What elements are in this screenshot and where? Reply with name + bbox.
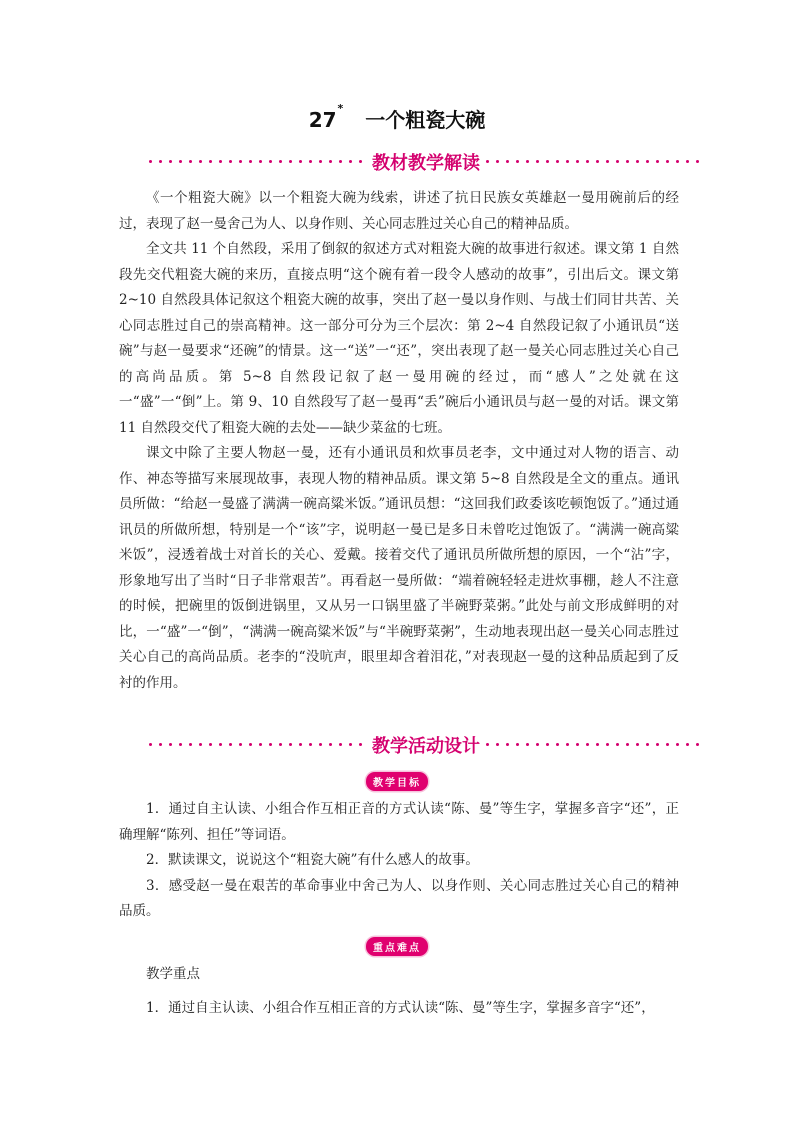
lesson-title: 一个粗瓷大碗 (365, 108, 486, 132)
section-header-activity (146, 730, 706, 760)
divider-dot (486, 743, 489, 746)
dotted-divider-right (483, 160, 706, 164)
divider-dot (626, 160, 629, 163)
divider-dot (686, 743, 689, 746)
lesson-mark: * (337, 102, 344, 115)
divider-dot (339, 743, 342, 746)
divider-dot (546, 160, 549, 163)
goals-badge-wrap (0, 771, 794, 791)
goal-item: 1．通过自主认读、小组合作互相正音的方式认读“陈、曼”等生字，掌握多音字“还”，正确理解“陈列、担任”等词语。 (119, 801, 679, 843)
divider-dot (199, 743, 202, 746)
goals-badge: 教学目标 (366, 772, 428, 791)
divider-dot (656, 743, 659, 746)
paragraph: 全文共 11 个自然段，采用了倒叙的叙述方式对粗瓷大碗的故事进行叙述。课文第 1 自然段先交代粗瓷大碗的来历，直接点明“这个碗有着一段令人感动的故事”，引出后文。课文第 2~10 自然段具体记叙这个粗瓷大碗的故事，突出了赵一曼以身作则、与战士们同甘共苦、关心同志胜过自己的崇高精神。这一部分可分为三个层次：第 2~4 自然段记叙了小通讯员“送碗”与赵一曼要求“还碗”的情景。这一“送”一“还”，突出表现了赵一曼关心同志胜过关心自己的高尚品质。第 5~8 自然段记叙了赵一曼用碗的经过，而“感人”之处就在这一“盛”一“倒”上。第 9、10 自然段写了赵一曼再“丢”碗后小通讯员与赵一曼的对话。课文第 11 自然段交代了粗瓷大碗的去处——缺少菜盆的七班。 (119, 241, 679, 436)
divider-dot (626, 743, 629, 746)
divider-dot (556, 743, 559, 746)
divider-dot (486, 160, 489, 163)
divider-dot (646, 160, 649, 163)
divider-dot (149, 743, 152, 746)
divider-dot (279, 160, 282, 163)
divider-dot (496, 160, 499, 163)
focus-list (119, 962, 679, 1021)
paragraph: 课文中除了主要人物赵一曼，还有小通讯员和炊事员老李，文中通过对人物的语言、动作、神态等描写来展现故事，表现人物的精神品质。课文第 5~8 自然段是全文的重点。通讯员所做：“给赵一曼盛了满满一碗高粱米饭。”通讯员想：“这回我们政委该吃顿饱饭了。”通过通讯员的所做所想，特别是一个“该”字，说明赵一曼已是多日未曾吃过饱饭了。“满满一碗高粱米饭”，浸透着战士对首长的关心、爱戴。接着交代了通讯员所做所想的原因，一个“沾”字，形象地写出了当时“日子非常艰苦”。再看赵一曼所做：“端着碗轻轻走进炊事棚，趁人不注意的时候，把碗里的饭倒进锅里，又从另一口锅里盛了半碗野菜粥。”此处与前文形成鲜明的对比，一“盛”一“倒”，“满满一碗高粱米饭”与“半碗野菜粥”，生动地表现出赵一曼关心同志胜过关心自己的高尚品质。老李的“没吭声，眼里却含着泪花，”对表现赵一曼的这种品质起到了反衬的作用。 (119, 445, 679, 691)
dotted-divider-right (483, 743, 706, 747)
divider-dot (159, 160, 162, 163)
focus-badge: 重点难点 (366, 937, 428, 956)
divider-dot (239, 160, 242, 163)
divider-dot (606, 743, 609, 746)
divider-dot (516, 160, 519, 163)
divider-dot (249, 160, 252, 163)
divider-dot (319, 743, 322, 746)
divider-dot (299, 743, 302, 746)
divider-dot (496, 743, 499, 746)
divider-dot (616, 743, 619, 746)
section-title: 教学活动设计 (372, 736, 480, 757)
divider-dot (309, 160, 312, 163)
divider-dot (526, 160, 529, 163)
divider-dot (179, 743, 182, 746)
divider-dot (359, 160, 362, 163)
divider-dot (179, 160, 182, 163)
divider-dot (696, 160, 699, 163)
divider-dot (536, 743, 539, 746)
divider-dot (259, 743, 262, 746)
divider-dot (169, 160, 172, 163)
divider-dot (249, 743, 252, 746)
divider-dot (289, 743, 292, 746)
divider-dot (339, 160, 342, 163)
divider-dot (159, 743, 162, 746)
divider-dot (209, 160, 212, 163)
divider-dot (556, 160, 559, 163)
divider-dot (676, 160, 679, 163)
divider-dot (656, 160, 659, 163)
divider-dot (576, 743, 579, 746)
divider-dot (666, 743, 669, 746)
divider-dot (299, 160, 302, 163)
divider-dot (239, 743, 242, 746)
divider-dot (696, 743, 699, 746)
divider-dot (189, 743, 192, 746)
divider-dot (269, 160, 272, 163)
divider-dot (546, 743, 549, 746)
divider-dot (329, 160, 332, 163)
divider-dot (606, 160, 609, 163)
divider-dot (359, 743, 362, 746)
focus-badge-wrap (0, 936, 794, 956)
goals-list (119, 797, 679, 925)
divider-dot (279, 743, 282, 746)
paragraph: 《一个粗瓷大碗》以一个粗瓷大碗为线索，讲述了抗日民族女英雄赵一曼用碗前后的经过，表现了赵一曼舍己为人、以身作则、关心同志胜过关心自己的精神品质。 (119, 190, 679, 232)
divider-dot (259, 160, 262, 163)
divider-dot (646, 743, 649, 746)
section-header-interpretation (146, 147, 706, 177)
divider-dot (676, 743, 679, 746)
divider-dot (289, 160, 292, 163)
divider-dot (506, 160, 509, 163)
dotted-divider-left (146, 743, 369, 747)
divider-dot (516, 743, 519, 746)
divider-dot (566, 160, 569, 163)
divider-dot (636, 160, 639, 163)
divider-dot (209, 743, 212, 746)
divider-dot (219, 743, 222, 746)
divider-dot (349, 743, 352, 746)
focus-heading: 教学重点 (146, 966, 200, 982)
divider-dot (526, 743, 529, 746)
divider-dot (189, 160, 192, 163)
divider-dot (199, 160, 202, 163)
divider-dot (566, 743, 569, 746)
divider-dot (586, 743, 589, 746)
divider-dot (149, 160, 152, 163)
divider-dot (666, 160, 669, 163)
section-title: 教材教学解读 (372, 153, 480, 174)
divider-dot (536, 160, 539, 163)
divider-dot (309, 743, 312, 746)
divider-dot (169, 743, 172, 746)
lesson-number: 27* (308, 102, 344, 132)
section-body-interpretation (119, 186, 679, 696)
divider-dot (576, 160, 579, 163)
goal-item: 3．感受赵一曼在艰苦的革命事业中舍己为人、以身作则、关心同志胜过关心自己的精神品质。 (119, 877, 679, 919)
divider-dot (506, 743, 509, 746)
divider-dot (229, 160, 232, 163)
divider-dot (319, 160, 322, 163)
divider-dot (229, 743, 232, 746)
goal-item: 2．默读课文，说说这个“粗瓷大碗”有什么感人的故事。 (146, 852, 479, 868)
divider-dot (349, 160, 352, 163)
dotted-divider-left (146, 160, 369, 164)
divider-dot (596, 743, 599, 746)
divider-dot (269, 743, 272, 746)
divider-dot (329, 743, 332, 746)
divider-dot (686, 160, 689, 163)
divider-dot (616, 160, 619, 163)
divider-dot (636, 743, 639, 746)
divider-dot (586, 160, 589, 163)
divider-dot (219, 160, 222, 163)
page-title (0, 104, 794, 133)
focus-item: 1．通过自主认读、小组合作互相正音的方式认读“陈、曼”等生字，掌握多音字“还”， (146, 999, 655, 1016)
divider-dot (596, 160, 599, 163)
